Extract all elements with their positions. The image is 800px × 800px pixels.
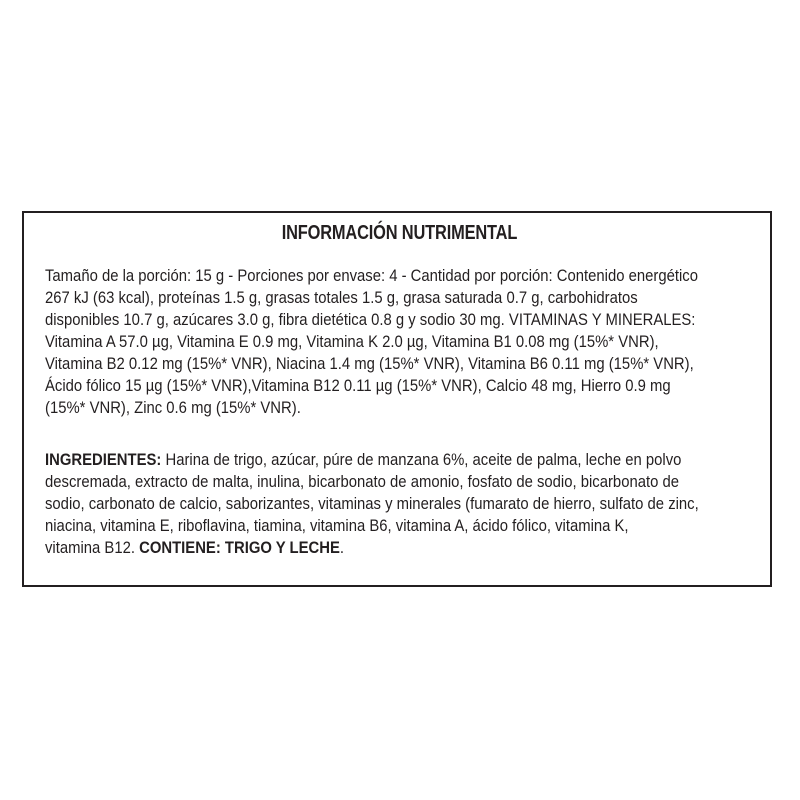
ingredients-heading: INGREDIENTES: [45,451,162,469]
nutrition-facts-text [45,265,711,419]
ingredients-line: sodio, carbonato de calcio, saborizantes, vitaminas y minerales (fumarato de hierro, sulfato de zinc, [45,495,699,513]
ingredients-line: descremada, extracto de malta, inulina, bicarbonato de amonio, fosfato de sodio, bicarbonato de [45,473,680,491]
ingredients-text [45,449,711,559]
ingredients-line: niacina, vitamina E, riboflavina, tiamina, vitamina B6, vitamina A, ácido fólico, vitamina K, [45,517,629,535]
ingredients-first-line: Harina de trigo, azúcar, púre de manzana 6%, aceite de palma, leche en polvo [161,451,682,469]
nutrition-line: (15%* VNR), Zinc 0.6 mg (15%* VNR). [45,399,301,417]
nutrition-line: Tamaño de la porción: 15 g - Porciones por envase: 4 - Cantidad por porción: Contenido energético [45,267,698,285]
allergen-statement: CONTIENE: TRIGO Y LECHE [139,539,340,557]
nutrition-line: Vitamina A 57.0 µg, Vitamina E 0.9 mg, Vitamina K 2.0 µg, Vitamina B1 0.08 mg (15%* VNR), [45,333,659,351]
ingredients-last-line-end: . [339,539,345,557]
nutrition-line: disponibles 10.7 g, azúcares 3.0 g, fibra dietética 0.8 g y sodio 30 mg. VITAMINAS Y MINERALES: [45,311,696,329]
nutrition-line: Vitamina B2 0.12 mg (15%* VNR), Niacina 1.4 mg (15%* VNR), Vitamina B6 0.11 mg (15%* VNR), [45,355,694,373]
label-title: INFORMACIÓN NUTRIMENTAL [281,222,518,244]
ingredients-line [45,449,711,471]
ingredients-last-line-start: vitamina B12. [45,539,140,557]
nutrition-line: Ácido fólico 15 µg (15%* VNR),Vitamina B12 0.11 µg (15%* VNR), Calcio 48 mg, Hierro 0.9 mg [45,377,671,395]
ingredients-line [45,537,711,559]
nutrition-line: 267 kJ (63 kcal), proteínas 1.5 g, grasas totales 1.5 g, grasa saturada 0.7 g, carbohidratos [45,289,638,307]
